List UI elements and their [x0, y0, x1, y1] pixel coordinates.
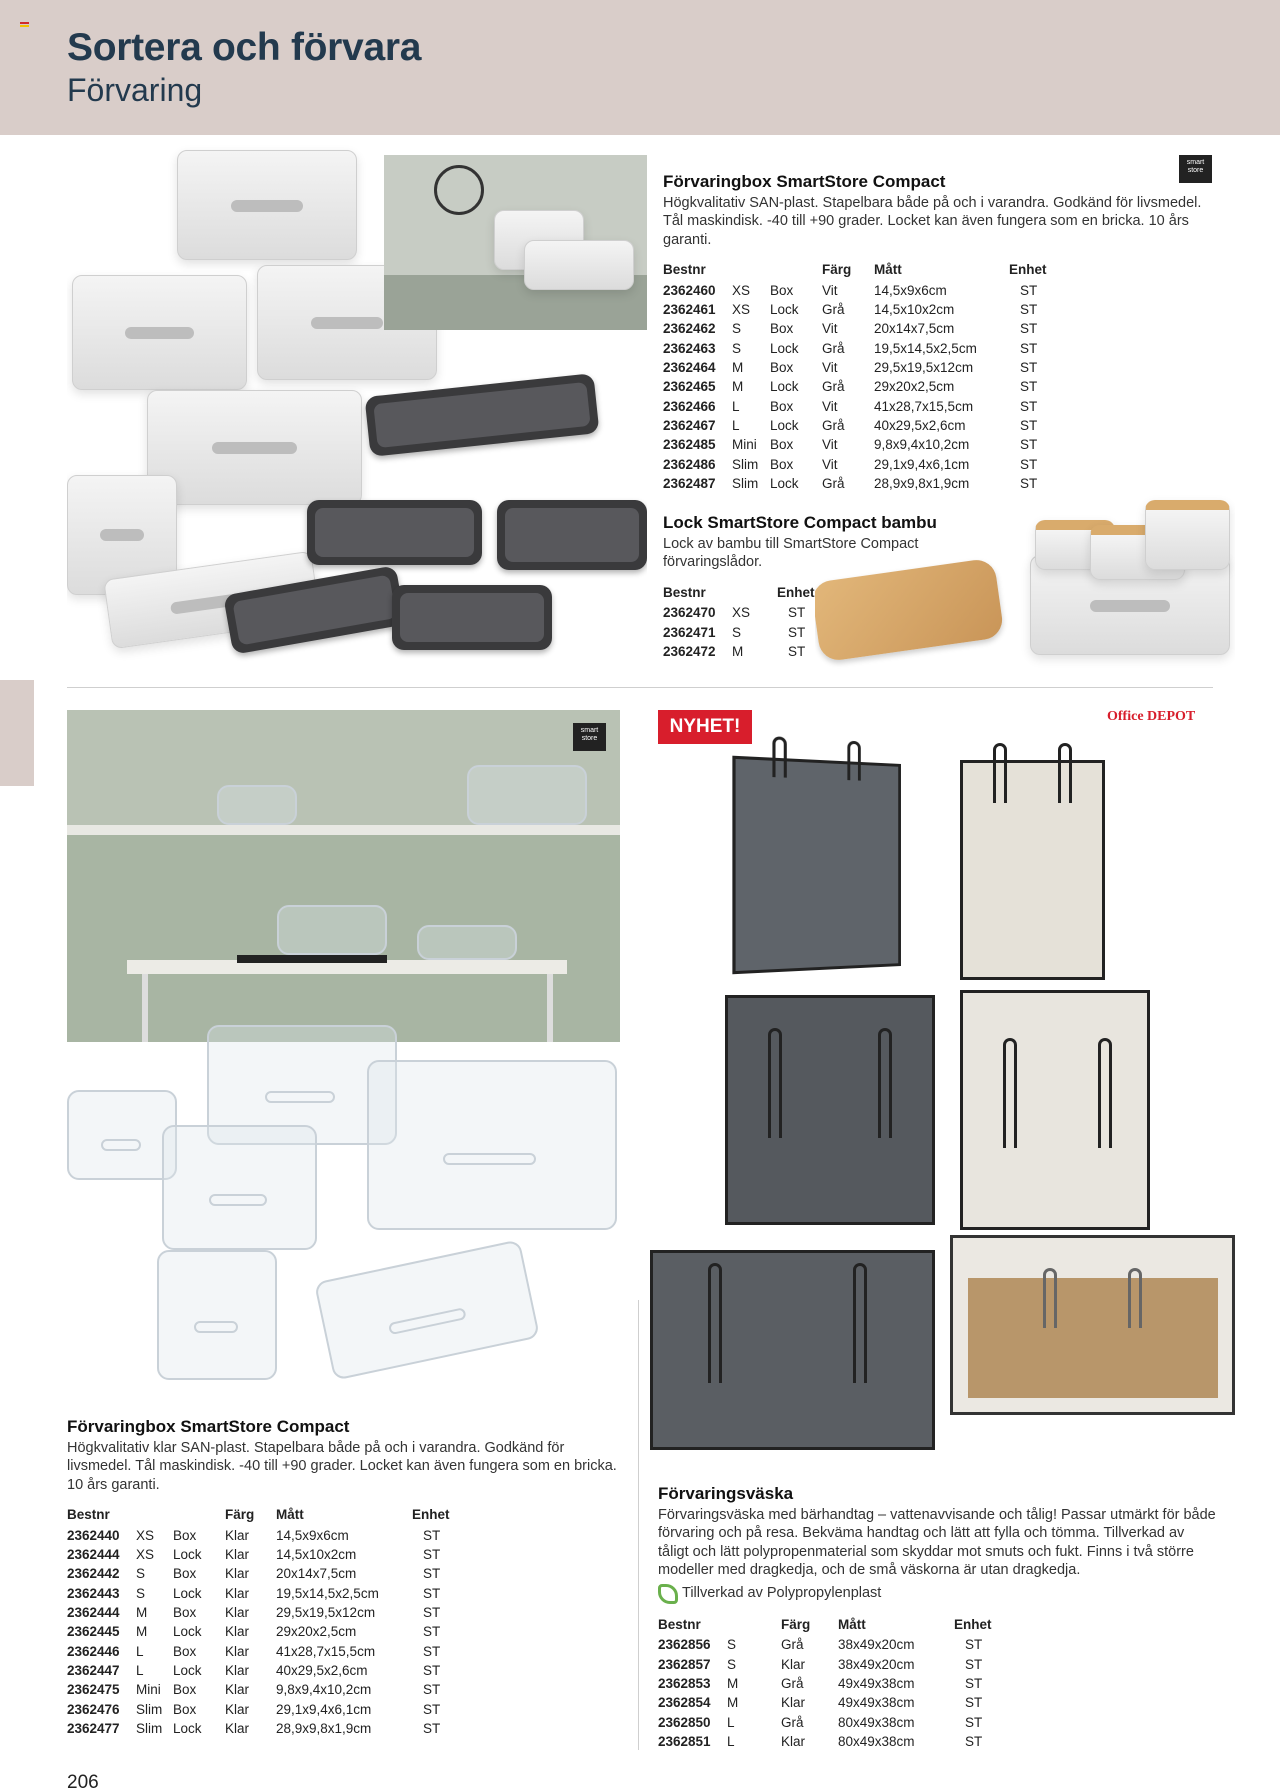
table-cell: Grå	[781, 1637, 804, 1653]
table-row	[663, 397, 1047, 416]
table-cell: L	[727, 1733, 735, 1749]
table-cell: 19,5x14,5x2,5cm	[276, 1585, 379, 1601]
table-cell: ST	[1020, 437, 1038, 453]
table-cell: Box	[173, 1701, 197, 1717]
table-cell: Lock	[173, 1720, 202, 1736]
table-cell: ST	[965, 1695, 983, 1711]
table-cell: Box	[173, 1566, 197, 1582]
table-cell: 20x14x7,5cm	[276, 1566, 357, 1582]
table-cell: 40x29,5x2,6cm	[276, 1662, 368, 1678]
article-number: 2362461	[663, 302, 716, 318]
table-row	[658, 1655, 992, 1674]
table-cell: Slim	[136, 1720, 163, 1736]
table-cell: S	[136, 1566, 146, 1582]
office-depot-logo: Office DEPOT	[1107, 709, 1196, 724]
table-cell: XS	[732, 282, 751, 298]
table-cell: 80x49x38cm	[838, 1733, 915, 1749]
product-image-clear-boxes	[67, 1010, 627, 1395]
table-cell: ST	[423, 1547, 441, 1563]
table-cell: Grå	[822, 379, 845, 395]
table-cell: Lock	[173, 1662, 202, 1678]
table-cell: ST	[965, 1675, 983, 1691]
table-cell: Grå	[822, 475, 845, 491]
article-number: 2362471	[663, 624, 716, 640]
col-header	[173, 1506, 225, 1527]
table-cell: Box	[173, 1605, 197, 1621]
article-number: 2362464	[663, 360, 716, 376]
table-cell: ST	[1020, 456, 1038, 472]
article-number: 2362440	[67, 1527, 120, 1543]
table-cell: ST	[1020, 475, 1038, 491]
article-number: 2362463	[663, 340, 716, 356]
table-cell: ST	[1020, 360, 1038, 376]
page-number: 206	[67, 1772, 99, 1792]
table-cell: Vit	[822, 321, 838, 337]
product-description: Högkvalitativ klar SAN-plast. Stapelbara både på och i varandra. Godkänd för livsmedel. Tål maskindisk. -40 till +90 grader. Locket kan även fungera som en bricka.	[67, 1439, 617, 1474]
table-cell: Box	[770, 282, 794, 298]
table-cell: M	[136, 1624, 148, 1640]
table-cell: 49x49x38cm	[838, 1675, 915, 1691]
table-cell: Lock	[770, 379, 799, 395]
spec-table	[663, 261, 1047, 494]
table-cell: L	[136, 1662, 144, 1678]
table-cell: ST	[423, 1527, 441, 1543]
col-header: Färg	[781, 1616, 811, 1632]
table-cell: Mini	[732, 437, 757, 453]
eco-feature	[658, 1584, 1218, 1604]
table-row	[663, 301, 1047, 320]
table-cell: M	[732, 360, 744, 376]
table-cell: Box	[770, 456, 794, 472]
article-number: 2362470	[663, 605, 716, 621]
table-row	[663, 604, 815, 623]
product-block-smartstore-white	[663, 173, 1213, 494]
table-row	[663, 417, 1047, 436]
table-cell: ST	[423, 1720, 441, 1736]
table-cell: ST	[1020, 379, 1038, 395]
col-header: Mått	[874, 262, 902, 277]
table-cell: Slim	[136, 1701, 163, 1717]
spec-table-body	[663, 282, 1047, 494]
table-cell: ST	[423, 1605, 441, 1621]
table-cell: 9,8x9,4x10,2cm	[276, 1682, 372, 1698]
table-cell: ST	[1020, 282, 1038, 298]
table-row	[663, 320, 1047, 339]
table-cell: ST	[423, 1662, 441, 1678]
table-cell: Klar	[225, 1643, 250, 1659]
table-row	[663, 623, 815, 642]
table-cell: ST	[423, 1624, 441, 1640]
table-cell: Vit	[822, 282, 838, 298]
table-cell: XS	[732, 605, 751, 621]
col-header: Färg	[822, 262, 852, 277]
table-cell: Box	[173, 1682, 197, 1698]
product-photo-desk-room	[67, 710, 620, 1042]
table-cell: Klar	[781, 1656, 806, 1672]
table-cell: M	[732, 379, 744, 395]
table-cell: S	[136, 1585, 146, 1601]
table-cell: L	[727, 1714, 735, 1730]
article-number: 2362851	[658, 1733, 711, 1749]
table-cell: Slim	[732, 475, 759, 491]
table-cell: 49x49x38cm	[838, 1695, 915, 1711]
table-row	[67, 1662, 450, 1681]
article-number: 2362446	[67, 1643, 120, 1659]
table-cell: ST	[965, 1714, 983, 1730]
table-cell: 29x20x2,5cm	[276, 1624, 357, 1640]
product-image-bamboo-lids	[815, 495, 1235, 670]
table-row	[67, 1584, 450, 1603]
table-cell: Vit	[822, 437, 838, 453]
product-description: Lock av bambu till SmartStore Compact förvaringslådor.	[663, 535, 919, 570]
table-cell: Slim	[732, 456, 759, 472]
table-row	[658, 1675, 992, 1694]
table-cell: ST	[1020, 321, 1038, 337]
table-cell: 41x28,7x15,5cm	[276, 1643, 376, 1659]
table-cell: 41x28,7x15,5cm	[874, 398, 974, 414]
table-cell: Klar	[225, 1720, 250, 1736]
table-cell: 14,5x10x2cm	[874, 302, 955, 318]
table-cell: Lock	[770, 302, 799, 318]
table-cell: ST	[423, 1682, 441, 1698]
table-row	[67, 1623, 450, 1642]
table-cell: 28,9x9,8x1,9cm	[276, 1720, 372, 1736]
col-header: Mått	[838, 1616, 866, 1632]
table-cell: 20x14x7,5cm	[874, 321, 955, 337]
spec-table-body	[658, 1636, 992, 1752]
article-number: 2362444	[67, 1605, 120, 1621]
article-number: 2362477	[67, 1720, 120, 1736]
article-number: 2362487	[663, 475, 716, 491]
table-row	[663, 474, 1047, 493]
table-cell: L	[732, 417, 740, 433]
table-row	[663, 359, 1047, 378]
table-cell: S	[727, 1637, 737, 1653]
table-cell: Klar	[225, 1662, 250, 1678]
table-row	[67, 1604, 450, 1623]
article-number: 2362444	[67, 1547, 120, 1563]
table-cell: Box	[770, 398, 794, 414]
table-cell: Klar	[225, 1585, 250, 1601]
table-cell: Grå	[822, 417, 845, 433]
table-cell: Grå	[781, 1675, 804, 1691]
spec-table	[663, 584, 815, 662]
table-cell: XS	[136, 1527, 155, 1543]
table-cell: XS	[136, 1547, 155, 1563]
table-cell: ST	[788, 624, 806, 640]
col-header: Bestnr	[663, 584, 706, 600]
flag-icon	[20, 22, 29, 29]
article-number: 2362462	[663, 321, 716, 337]
article-number: 2362465	[663, 379, 716, 395]
product-description: Högkvalitativ SAN-plast. Stapelbara både på och i varandra. Godkänd för livsmedel. Tål maskindisk. -40 till +90 grader. Locket kan även fungera som en bricka. 10 års garanti.	[663, 194, 1202, 248]
table-cell: ST	[788, 605, 806, 621]
table-cell: Mini	[136, 1682, 161, 1698]
table-cell: ST	[423, 1585, 441, 1601]
table-cell: ST	[1020, 417, 1038, 433]
table-cell: S	[727, 1656, 737, 1672]
product-description: Förvaringsväska med bärhandtag – vattenavvisande och tålig! Passar utmärkt för både förvaring och på resa. Bekväma handtag och lätt att fylla och tömma. Tillverkad av tåligt och lätt polypropenmaterial som skyddar mot smuts och fukt. Finns i två större modeller med dragkedja, och de små väskorna är utan dragkedja.	[658, 1506, 1216, 1578]
article-number: 2362857	[658, 1656, 711, 1672]
col-header	[732, 261, 770, 282]
article-number: 2362476	[67, 1701, 120, 1717]
article-number: 2362850	[658, 1714, 711, 1730]
table-row	[663, 339, 1047, 358]
table-cell: 80x49x38cm	[838, 1714, 915, 1730]
table-cell: ST	[965, 1656, 983, 1672]
col-header: Enhet	[954, 1616, 992, 1632]
article-number: 2362467	[663, 417, 716, 433]
table-cell: Lock	[173, 1547, 202, 1563]
table-row	[67, 1700, 450, 1719]
article-number: 2362856	[658, 1637, 711, 1653]
table-row	[663, 282, 1047, 301]
table-cell: Klar	[225, 1566, 250, 1582]
table-cell: ST	[1020, 398, 1038, 414]
table-cell: Vit	[822, 456, 838, 472]
table-cell: 40x29,5x2,6cm	[874, 417, 966, 433]
table-cell: 29,5x19,5x12cm	[276, 1605, 376, 1621]
table-cell: Lock	[770, 475, 799, 491]
product-block-smartstore-clear	[67, 1418, 617, 1739]
table-cell: Box	[770, 360, 794, 376]
table-cell: XS	[732, 302, 751, 318]
product-photo-shelf	[384, 155, 647, 330]
spec-table-body	[67, 1527, 450, 1739]
table-row	[67, 1546, 450, 1565]
col-header: Enhet	[412, 1507, 450, 1522]
article-number: 2362472	[663, 643, 716, 659]
table-cell: ST	[423, 1643, 441, 1659]
table-cell: S	[732, 340, 742, 356]
article-number: 2362443	[67, 1585, 120, 1601]
article-number: 2362854	[658, 1695, 711, 1711]
table-cell: 28,9x9,8x1,9cm	[874, 475, 970, 491]
col-header: Färg	[225, 1507, 255, 1522]
table-cell: 29x20x2,5cm	[874, 379, 955, 395]
table-cell: ST	[965, 1733, 983, 1749]
product-title: Lock SmartStore Compact bambu	[663, 513, 937, 532]
smartstore-logo: smart store	[1179, 155, 1212, 183]
table-cell: 14,5x9x6cm	[276, 1527, 349, 1543]
table-cell: Klar	[225, 1701, 250, 1717]
page-title: Sortera och förvara	[67, 26, 422, 69]
table-cell: 38x49x20cm	[838, 1637, 915, 1653]
table-cell: M	[136, 1605, 148, 1621]
article-number: 2362853	[658, 1675, 711, 1691]
spec-table-body	[663, 604, 815, 662]
table-row	[67, 1642, 450, 1661]
table-cell: Lock	[173, 1585, 202, 1601]
col-header: Enhet	[1009, 262, 1047, 277]
table-cell: ST	[788, 643, 806, 659]
col-header	[770, 261, 822, 282]
side-tab	[0, 680, 34, 786]
table-cell: Klar	[225, 1527, 250, 1543]
table-cell: 14,5x9x6cm	[874, 282, 947, 298]
col-header: Mått	[276, 1507, 304, 1522]
product-title: Förvaringbox SmartStore Compact	[663, 172, 946, 191]
col-header: Bestnr	[658, 1616, 701, 1632]
article-number: 2362466	[663, 398, 716, 414]
article-number: 2362485	[663, 437, 716, 453]
article-number: 2362442	[67, 1566, 120, 1582]
table-row	[663, 455, 1047, 474]
table-cell: Klar	[781, 1695, 806, 1711]
article-number: 2362475	[67, 1682, 120, 1698]
table-cell: S	[732, 321, 742, 337]
article-number: 2362447	[67, 1662, 120, 1678]
table-cell: Box	[173, 1643, 197, 1659]
table-row	[658, 1694, 992, 1713]
col-header	[136, 1506, 173, 1527]
table-cell: 29,5x19,5x12cm	[874, 360, 974, 376]
table-cell: 29,1x9,4x6,1cm	[276, 1701, 372, 1717]
table-cell: Lock	[770, 417, 799, 433]
table-cell: L	[136, 1643, 144, 1659]
table-cell: 29,1x9,4x6,1cm	[874, 456, 970, 472]
table-cell: Klar	[225, 1547, 250, 1563]
page-header	[0, 0, 1280, 135]
table-row	[67, 1719, 450, 1738]
col-header: Bestnr	[67, 1507, 110, 1522]
table-cell: ST	[965, 1637, 983, 1653]
col-header: Enhet	[777, 584, 815, 600]
table-row	[658, 1713, 992, 1732]
article-number: 2362460	[663, 282, 716, 298]
table-cell: Klar	[781, 1733, 806, 1749]
spec-table	[67, 1506, 450, 1739]
table-cell: 9,8x9,4x10,2cm	[874, 437, 970, 453]
table-cell: ST	[423, 1701, 441, 1717]
table-cell: Grå	[822, 302, 845, 318]
product-block-storage-bag	[658, 1485, 1218, 1752]
column-divider	[638, 1300, 639, 1750]
article-number: 2362486	[663, 456, 716, 472]
table-cell: Klar	[225, 1624, 250, 1640]
table-row	[663, 436, 1047, 455]
table-cell: L	[732, 398, 740, 414]
product-image-storage-bags	[645, 735, 1245, 1480]
table-cell: ST	[1020, 340, 1038, 356]
spec-table	[658, 1616, 992, 1752]
leaf-icon	[658, 1584, 678, 1604]
product-warranty: 10 års garanti.	[67, 1476, 160, 1493]
table-cell: Klar	[225, 1605, 250, 1621]
table-row	[67, 1527, 450, 1546]
table-cell: 19,5x14,5x2,5cm	[874, 340, 977, 356]
product-title: Förvaringsväska	[658, 1484, 794, 1503]
table-cell: 38x49x20cm	[838, 1656, 915, 1672]
table-cell: Grå	[781, 1714, 804, 1730]
table-cell: S	[732, 624, 742, 640]
col-header	[732, 584, 777, 605]
table-cell: Box	[770, 437, 794, 453]
table-cell: ST	[423, 1566, 441, 1582]
col-header: Bestnr	[663, 262, 706, 277]
table-cell: ST	[1020, 302, 1038, 318]
table-cell: Box	[770, 321, 794, 337]
article-number: 2362445	[67, 1624, 120, 1640]
table-cell: Lock	[770, 340, 799, 356]
smartstore-logo: smart store	[573, 723, 606, 751]
table-cell: Vit	[822, 398, 838, 414]
new-badge: NYHET!	[658, 710, 752, 744]
table-cell: M	[727, 1675, 739, 1691]
table-cell: Vit	[822, 360, 838, 376]
page-subtitle: Förvaring	[67, 72, 203, 108]
table-row	[67, 1681, 450, 1700]
table-row	[658, 1732, 992, 1751]
table-cell: 14,5x10x2cm	[276, 1547, 357, 1563]
col-header	[727, 1616, 781, 1637]
table-cell: Grå	[822, 340, 845, 356]
eco-feature-label: Tillverkad av Polypropylenplast	[682, 1585, 882, 1602]
table-row	[658, 1636, 992, 1655]
table-cell: Box	[173, 1527, 197, 1543]
product-title: Förvaringbox SmartStore Compact	[67, 1417, 350, 1436]
table-cell: M	[732, 643, 744, 659]
section-divider	[67, 687, 1213, 688]
table-row	[663, 378, 1047, 397]
table-cell: Lock	[173, 1624, 202, 1640]
table-cell: M	[727, 1695, 739, 1711]
table-cell: Klar	[225, 1682, 250, 1698]
table-row	[663, 643, 815, 662]
table-row	[67, 1565, 450, 1584]
